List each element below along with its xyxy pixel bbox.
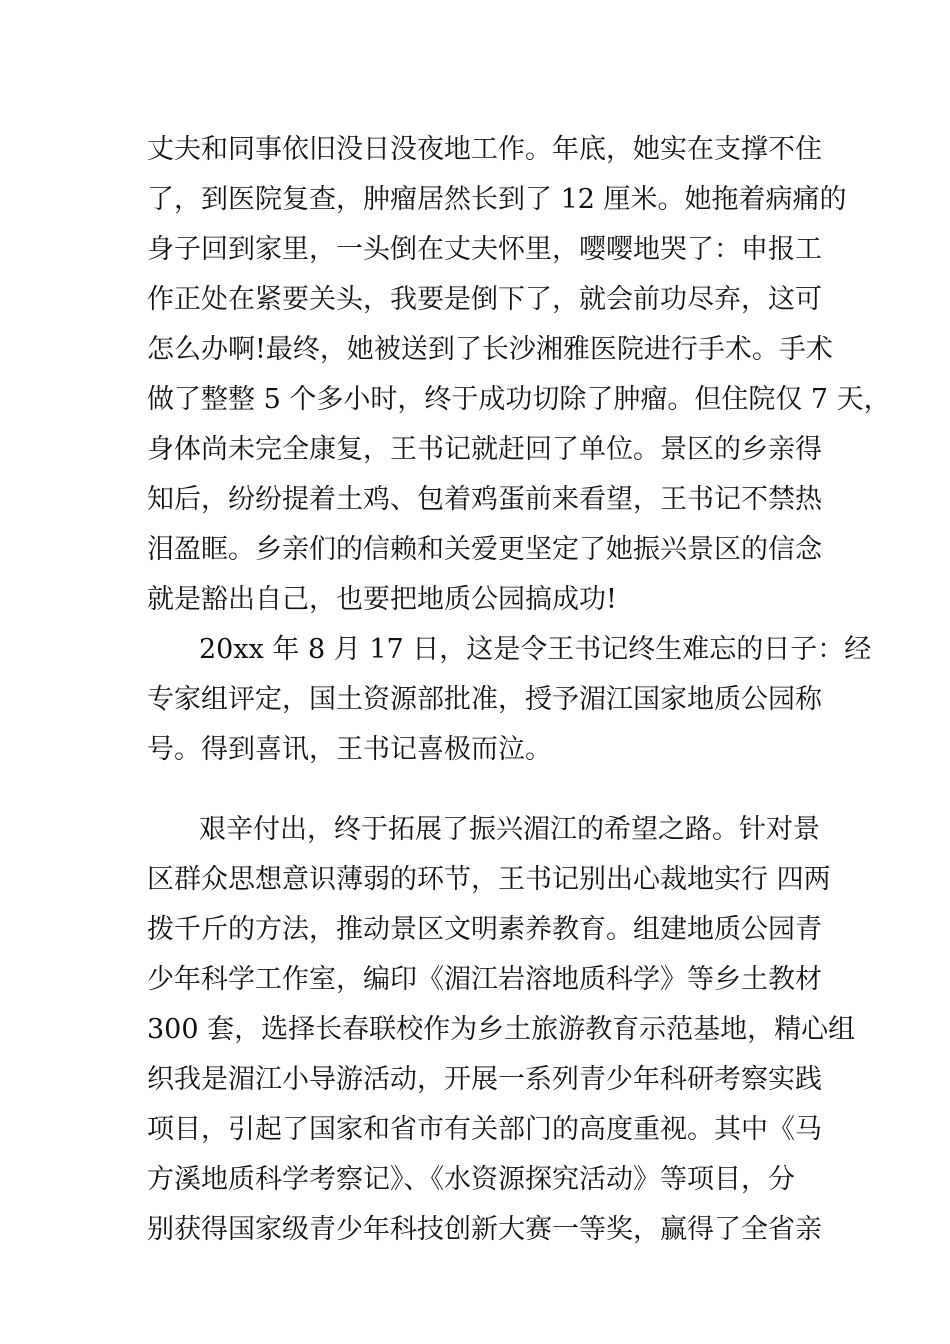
text-line: 300 套，选择长春联校作为乡土旅游教育示范基地，精心组 (147, 1014, 856, 1045)
text-line: 少年科学工作室，编印《湄江岩溶地质科学》等乡土教材 (147, 964, 822, 995)
text-line: 作正处在紧要关头，我要是倒下了，就会前功尽弃，这可 (147, 284, 822, 315)
text-line: 怎么办啊!最终，她被送到了长沙湘雅医院进行手术。手术 (147, 334, 833, 365)
text-line: 织我是湄江小导游活动，开展一系列青少年科研考察实践 (147, 1064, 822, 1095)
paragraph-first-line: 艰辛付出，终于拓展了振兴湄江的希望之路。针对景 (199, 814, 820, 845)
text-line: 做了整整 5 个多小时，终于成功切除了肿瘤。但住院仅 7 天， (147, 384, 891, 415)
text-line: 身子回到家里，一头倒在丈夫怀里，嘤嘤地哭了：申报工 (147, 234, 822, 265)
text-line: 专家组评定，国土资源部批准，授予湄江国家地质公园称 (147, 684, 822, 715)
text-line: 就是豁出自己，也要把地质公园搞成功! (147, 584, 617, 615)
text-line: 方溪地质科学考察记》、《水资源探究活动》等项目，分 (147, 1164, 795, 1195)
text-line: 知后，纷纷提着土鸡、包着鸡蛋前来看望，王书记不禁热 (147, 484, 822, 515)
text-line: 项目，引起了国家和省市有关部门的高度重视。其中《马 (147, 1114, 822, 1145)
text-line: 号。得到喜讯，王书记喜极而泣。 (147, 734, 552, 765)
text-line: 身体尚未完全康复，王书记就赶回了单位。景区的乡亲得 (147, 434, 822, 465)
text-line: 拨千斤的方法，推动景区文明素养教育。组建地质公园青 (147, 914, 822, 945)
text-line: 丈夫和同事依旧没日没夜地工作。年底，她实在支撑不住 (147, 134, 822, 165)
paragraph-first-line: 20xx 年 8 月 17 日，这是令王书记终生难忘的日子：经 (199, 634, 872, 665)
text-line: 泪盈眶。乡亲们的信赖和关爱更坚定了她振兴景区的信念 (147, 534, 822, 565)
text-line: 别获得国家级青少年科技创新大赛一等奖，赢得了全省亲 (147, 1214, 822, 1245)
text-line: 了，到医院复查，肿瘤居然长到了 12 厘米。她拖着病痛的 (147, 184, 847, 215)
text-line: 区群众思想意识薄弱的环节，王书记别出心裁地实行 四两 (147, 864, 831, 895)
